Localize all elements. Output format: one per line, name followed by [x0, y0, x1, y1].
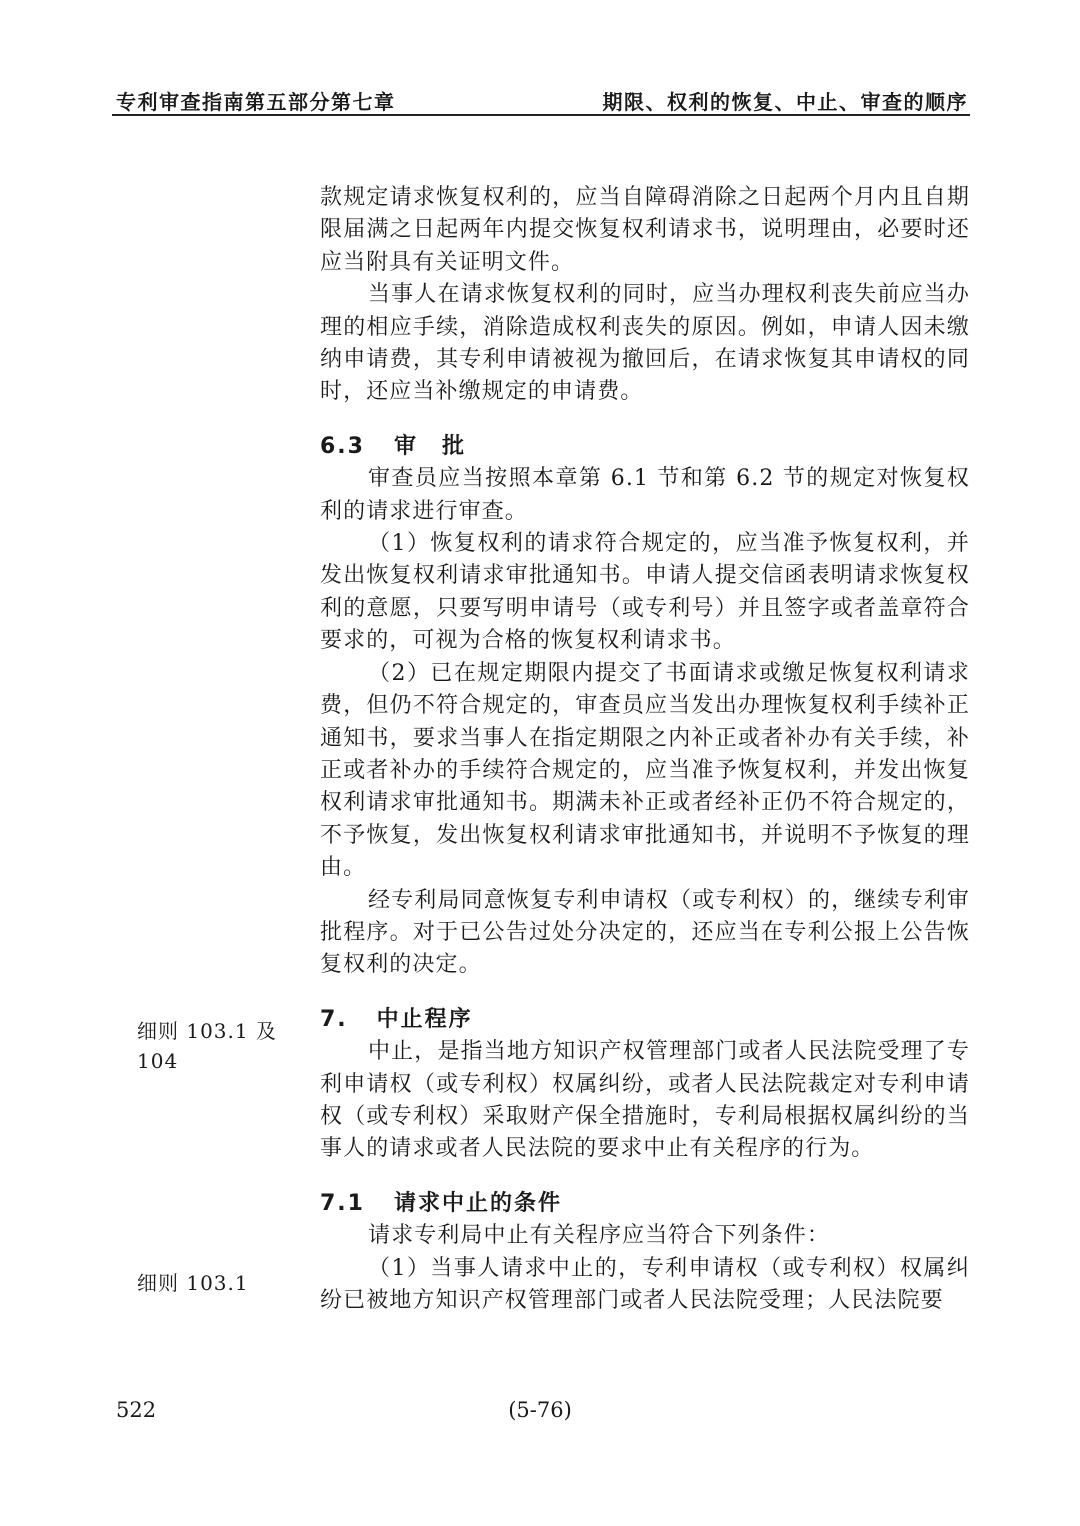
- paragraph: 经专利局同意恢复专利申请权（或专利权）的，继续专利审批程序。对于已公告过处分决定的，还应当在专利公报上公告恢复权利的决定。: [320, 887, 970, 978]
- header-rule: [112, 114, 970, 116]
- section-heading-7-1: [320, 1188, 970, 1220]
- margin-note-line: 104: [137, 1049, 179, 1073]
- section-title: 审 批: [393, 433, 466, 459]
- section-title: 中止程序: [376, 1006, 473, 1032]
- paragraph: 审查员应当按照本章第 6.1 节和第 6.2 节的规定对恢复权利的请求进行审查。: [320, 466, 970, 524]
- paragraph: （2）已在规定期限内提交了书面请求或缴足恢复权利请求费，但仍不符合规定的，审查员应当发出办理恢复权利手续补正通知书，要求当事人在指定期限之内补正或者补办有关手续，补正或者补办的手续符合规定的，应当准予恢复权利，并发出恢复权利请求审批通知书。期满未补正或者经补正仍不符合规定的，不予恢复，发出恢复权利请求审批通知书，并说明不予恢复的理由。: [320, 660, 970, 881]
- margin-note-rule-ref-1: [137, 1016, 307, 1076]
- margin-note-line: 细则 103.1 及: [137, 1019, 277, 1043]
- section-number: 7.: [320, 1006, 348, 1032]
- margin-note-rule-ref-2: 细则 103.1: [137, 1271, 249, 1295]
- body-text: [320, 182, 970, 1317]
- section-title: 请求中止的条件: [393, 1190, 562, 1216]
- section-number: 6.3: [320, 433, 365, 459]
- section-heading-6-3: [320, 431, 970, 463]
- paragraph: （1）当事人请求中止的，专利申请权（或专利权）权属纠纷已被地方知识产权管理部门或者人民法院受理；人民法院要: [320, 1255, 970, 1313]
- paragraph: （1）恢复权利的请求符合规定的，应当准予恢复权利，并发出恢复权利请求审批通知书。申请人提交信函表明请求恢复权利的意愿，只要写明申请号（或专利号）并且签字或者盖章符合要求的，可视为合格的恢复权利请求书。: [320, 531, 970, 654]
- running-header-left: 专利审查指南第五部分第七章: [116, 90, 396, 114]
- section-heading-7: [320, 1004, 970, 1036]
- paragraph: 款规定请求恢复权利的，应当自障碍消除之日起两个月内且自期限届满之日起两年内提交恢复权利请求书，说明理由，必要时还应当附具有关证明文件。: [320, 185, 970, 275]
- paragraph: 当事人在请求恢复权利的同时，应当办理权利丧失前应当办理的相应手续，消除造成权利丧失的原因。例如，申请人因未缴纳申请费，其专利申请被视为撤回后，在请求恢复其申请权的同时，还应当补缴规定的申请费。: [320, 282, 970, 405]
- paragraph: 中止，是指当地方知识产权管理部门或者人民法院受理了专利申请权（或专利权）权属纠纷，或者人民法院裁定对专利申请权（或专利权）采取财产保全措施时，专利局根据权属纠纷的当事人的请求或者人民法院的要求中止有关程序的行为。: [320, 1039, 970, 1162]
- section-number: 7.1: [320, 1190, 365, 1216]
- page-number: 522: [116, 1398, 157, 1422]
- paragraph: 请求专利局中止有关程序应当符合下列条件：: [368, 1223, 831, 1249]
- section-page-number: (5-76): [508, 1398, 572, 1422]
- running-header-right: 期限、权利的恢复、中止、审查的顺序: [602, 90, 968, 114]
